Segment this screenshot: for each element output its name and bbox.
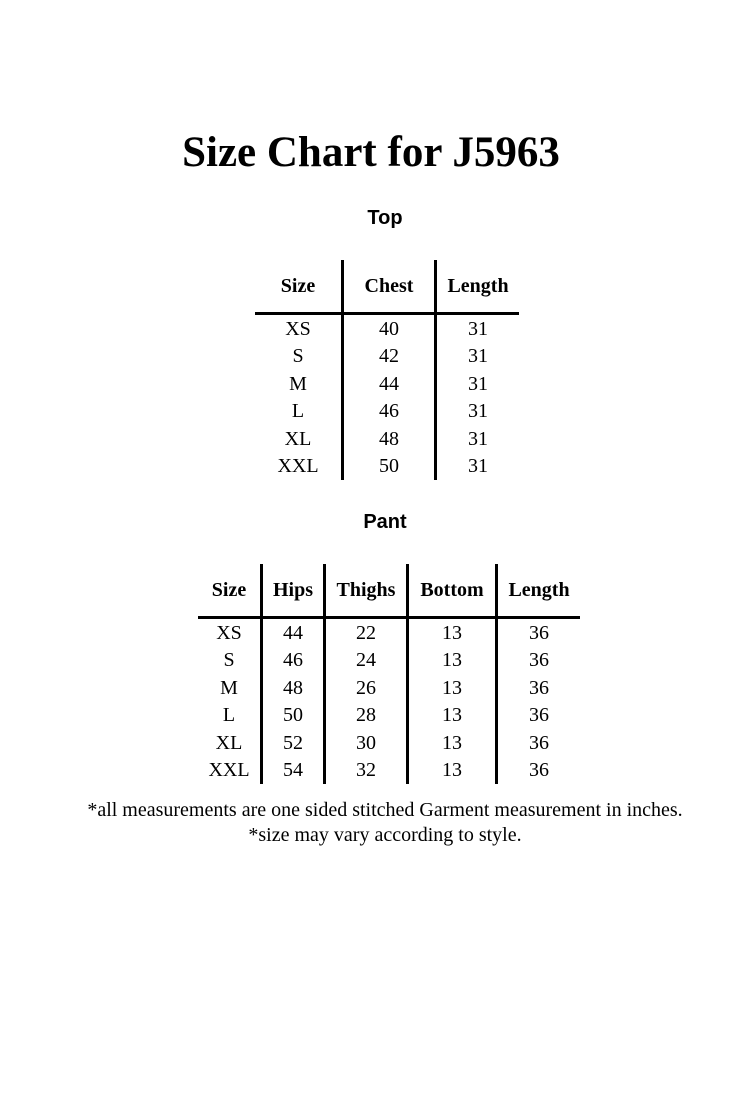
table-cell: 22 bbox=[325, 618, 408, 647]
pant-section-title: Pant bbox=[363, 511, 407, 533]
table-cell: XS bbox=[216, 621, 242, 644]
table-cell: 36 bbox=[497, 757, 581, 785]
table-cell: S bbox=[292, 345, 304, 368]
column-header-chest: Chest bbox=[343, 260, 436, 314]
table-cell: 48 bbox=[343, 425, 436, 453]
top-section-title: Top bbox=[367, 207, 403, 229]
table-cell: M bbox=[289, 372, 307, 395]
table-row bbox=[198, 674, 580, 702]
table-row bbox=[255, 398, 519, 426]
table-cell: 31 bbox=[436, 370, 520, 398]
table-cell: 31 bbox=[436, 343, 520, 371]
table-row bbox=[198, 618, 580, 647]
table-header-row bbox=[198, 564, 580, 618]
table-cell: 13 bbox=[408, 729, 497, 757]
column-header-thighs: Thighs bbox=[325, 564, 408, 618]
table-cell: L bbox=[291, 400, 305, 423]
table-cell: 36 bbox=[497, 647, 581, 675]
table-cell: 26 bbox=[325, 674, 408, 702]
table-cell: 54 bbox=[262, 757, 325, 785]
table-row bbox=[255, 343, 519, 371]
table-cell: 13 bbox=[408, 674, 497, 702]
table-cell: 36 bbox=[497, 618, 581, 647]
column-header-hips: Hips bbox=[262, 564, 325, 618]
table-header-row bbox=[255, 260, 519, 314]
pant-size-table bbox=[198, 564, 580, 784]
column-header-bottom: Bottom bbox=[408, 564, 497, 618]
table-cell: 30 bbox=[325, 729, 408, 757]
table-cell: 44 bbox=[262, 618, 325, 647]
table-cell: 31 bbox=[436, 425, 520, 453]
table-cell: 13 bbox=[408, 618, 497, 647]
table-row bbox=[198, 702, 580, 730]
table-cell: XL bbox=[215, 731, 243, 754]
table-cell: 48 bbox=[262, 674, 325, 702]
table-cell: 44 bbox=[343, 370, 436, 398]
table-cell: XS bbox=[285, 317, 311, 340]
table-row bbox=[255, 314, 519, 343]
table-cell: 13 bbox=[408, 757, 497, 785]
table-cell: 46 bbox=[262, 647, 325, 675]
table-cell: 36 bbox=[497, 729, 581, 757]
table-row bbox=[198, 757, 580, 785]
footnote-measurements: *all measurements are one sided stitched Garment measurement in inches. bbox=[87, 799, 683, 821]
column-header-size: Size bbox=[255, 260, 343, 314]
table-cell: 46 bbox=[343, 398, 436, 426]
table-cell: 13 bbox=[408, 702, 497, 730]
table-row bbox=[255, 370, 519, 398]
table-row bbox=[198, 729, 580, 757]
table-cell: 24 bbox=[325, 647, 408, 675]
table-cell: 42 bbox=[343, 343, 436, 371]
table-cell: 28 bbox=[325, 702, 408, 730]
table-cell: 13 bbox=[408, 647, 497, 675]
column-header-size: Size bbox=[198, 564, 262, 618]
table-cell: 40 bbox=[343, 314, 436, 343]
table-row bbox=[255, 425, 519, 453]
footnote-size-variation: *size may vary according to style. bbox=[248, 824, 522, 846]
table-cell: M bbox=[220, 676, 238, 699]
footnotes bbox=[0, 798, 742, 848]
page-title: Size Chart for J5963 bbox=[182, 129, 560, 176]
table-row bbox=[198, 647, 580, 675]
table-cell: 31 bbox=[436, 453, 520, 481]
table-cell: L bbox=[222, 704, 236, 727]
table-cell: XL bbox=[284, 427, 312, 450]
top-size-table bbox=[255, 260, 519, 480]
table-cell: S bbox=[223, 649, 235, 672]
table-cell: 50 bbox=[262, 702, 325, 730]
table-cell: 31 bbox=[436, 314, 520, 343]
table-cell: 50 bbox=[343, 453, 436, 481]
column-header-length: Length bbox=[497, 564, 581, 618]
table-cell: 31 bbox=[436, 398, 520, 426]
table-row bbox=[255, 453, 519, 481]
table-cell: 36 bbox=[497, 674, 581, 702]
table-cell: XXL bbox=[208, 759, 250, 782]
column-header-length: Length bbox=[436, 260, 520, 314]
table-cell: XXL bbox=[277, 455, 319, 478]
table-cell: 52 bbox=[262, 729, 325, 757]
table-cell: 36 bbox=[497, 702, 581, 730]
table-cell: 32 bbox=[325, 757, 408, 785]
